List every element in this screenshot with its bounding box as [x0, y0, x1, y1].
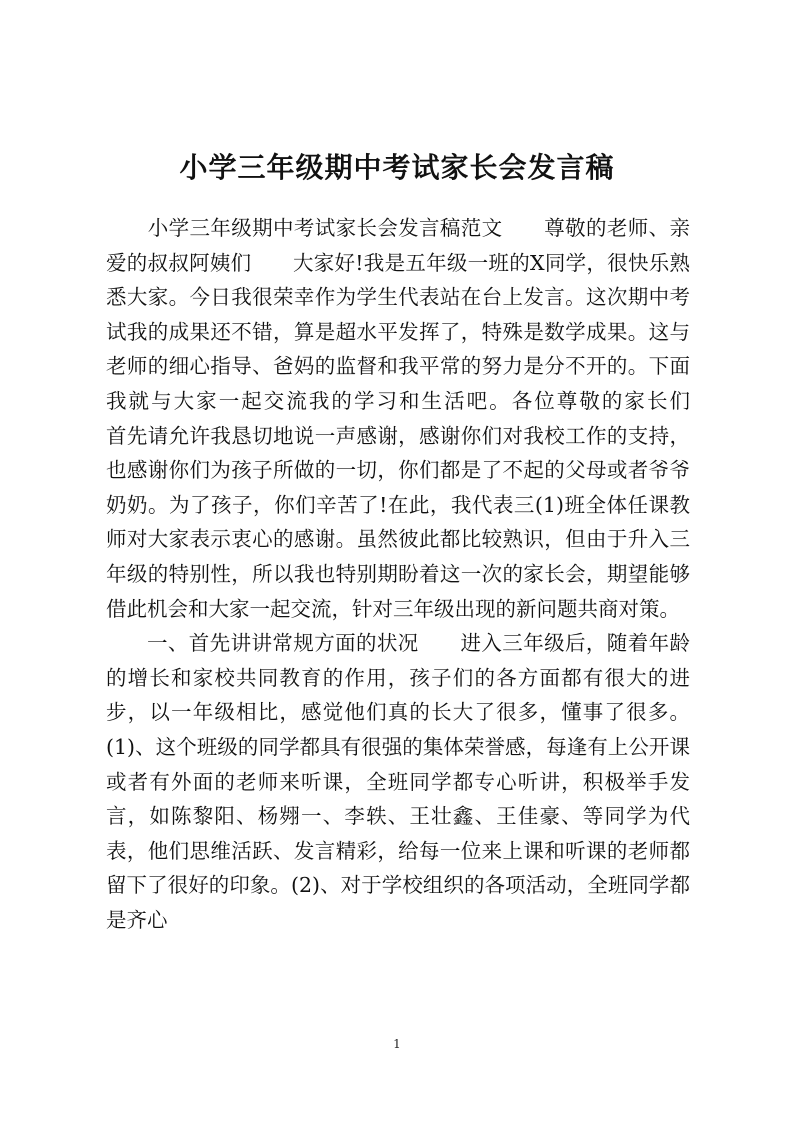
- document-title: 小学三年级期中考试家长会发言稿: [179, 151, 615, 184]
- paragraph-intro: 小学三年级期中考试家长会发言稿范文 尊敬的老师、亲爱的叔叔阿姨们 大家好!我是五年级一班的X同学，很快乐熟悉大家。今日我很荣幸作为学生代表站在台上发言。这次期中考试我的成果还不错，算是超水平发挥了，特殊是数学成果。这与老师的细心指导、爸妈的监督和我平常的努力是分不开的。下面我就与大家一起交流我的学习和生活吧。各位尊敬的家长们 首先请允许我恳切地说一声感谢，感谢你们对我校工作的支持，也感谢你们为孩子所做的一切，你们都是了不起的父母或者爷爷奶奶。为了孩子，你们辛苦了!在此，我代表三(1)班全体任课教师对大家表示衷心的感谢。虽然彼此都比较熟识，但由于升入三年级的特别性，所以我也特别期盼着这一次的家长会，期望能够借此机会和大家一起交流，针对三年级出现的新问题共商对策。: [106, 216, 731, 621]
- paragraph-section-one: 一、首先讲讲常规方面的状况 进入三年级后，随着年龄的增长和家校共同教育的作用，孩子们的各方面都有很大的进步，以一年级相比，感觉他们真的长大了很多，懂事了很多。(1)、这个班级的同学都具有很强的集体荣誉感，每逢有上公开课或者有外面的老师来听课，全班同学都专心听讲，积极举手发言，如陈黎阳、杨翙一、李轶、王壮鑫、王佳豪、等同学为代表，他们思维活跃、发言精彩，给每一位来上课和听课的老师都留下了很好的印象。(2)、对于学校组织的各项活动，全班同学都是齐心: [106, 631, 690, 932]
- page-number: 1: [393, 1037, 401, 1051]
- document-body: [106, 211, 731, 937]
